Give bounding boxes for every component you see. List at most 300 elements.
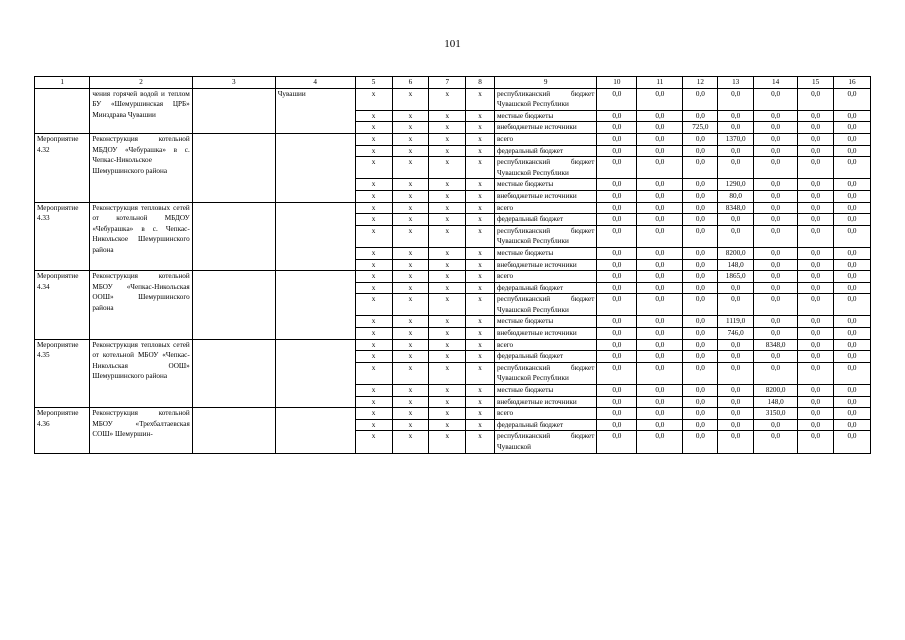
amount-cell: 0,0 — [637, 133, 683, 145]
code-mark: х — [355, 419, 392, 431]
code-mark: х — [466, 408, 495, 420]
code-mark: х — [466, 110, 495, 122]
code-mark: х — [355, 282, 392, 294]
code-mark: х — [355, 328, 392, 340]
column-header: 2 — [90, 77, 192, 89]
code-mark: х — [355, 133, 392, 145]
amount-cell: 0,0 — [637, 225, 683, 247]
code-mark: х — [429, 362, 466, 384]
amount-cell: 0,0 — [683, 133, 718, 145]
code-mark: х — [355, 190, 392, 202]
executor-cell — [192, 133, 275, 202]
amount-cell: 0,0 — [833, 157, 870, 179]
amount-cell: 0,0 — [683, 431, 718, 453]
code-mark: х — [429, 294, 466, 316]
amount-cell: 0,0 — [597, 396, 637, 408]
code-mark: х — [392, 408, 429, 420]
amount-cell: 0,0 — [718, 339, 754, 351]
amount-cell: 0,0 — [718, 282, 754, 294]
funding-source: федеральный бюджет — [494, 214, 596, 226]
column-header: 10 — [597, 77, 637, 89]
executor-cell — [192, 271, 275, 340]
code-mark: х — [392, 110, 429, 122]
amount-cell: 0,0 — [637, 316, 683, 328]
code-mark: х — [466, 259, 495, 271]
code-mark: х — [429, 339, 466, 351]
funding-source: федеральный бюджет — [494, 419, 596, 431]
amount-cell: 8348,0 — [718, 202, 754, 214]
amount-cell: 0,0 — [637, 351, 683, 363]
column-header: 7 — [429, 77, 466, 89]
table-body — [35, 88, 871, 453]
funding-source: местные бюджеты — [494, 179, 596, 191]
amount-cell: 725,0 — [683, 122, 718, 134]
amount-cell: 8348,0 — [754, 339, 798, 351]
amount-cell: 0,0 — [597, 179, 637, 191]
amount-cell: 0,0 — [833, 328, 870, 340]
code-mark: х — [392, 122, 429, 134]
amount-cell: 0,0 — [718, 122, 754, 134]
event-name: Реконструкция тепловых сетей от котельной МБОУ «Чепкас-Никольская ООШ» Шемуршинского района — [90, 339, 192, 408]
amount-cell: 0,0 — [833, 214, 870, 226]
code-mark: х — [429, 133, 466, 145]
funding-source: республиканский бюджет Чувашской Республики — [494, 294, 596, 316]
code-mark: х — [392, 282, 429, 294]
funding-source: внебюджетные источники — [494, 122, 596, 134]
funding-source: местные бюджеты — [494, 110, 596, 122]
code-mark: х — [466, 122, 495, 134]
table-row — [35, 271, 871, 283]
amount-cell: 0,0 — [718, 362, 754, 384]
code-mark: х — [355, 351, 392, 363]
amount-cell: 0,0 — [637, 385, 683, 397]
code-mark: х — [355, 179, 392, 191]
amount-cell: 0,0 — [798, 133, 834, 145]
event-code: Мероприятие 4.33 — [35, 202, 90, 271]
table-row — [35, 339, 871, 351]
amount-cell: 0,0 — [754, 419, 798, 431]
amount-cell: 0,0 — [637, 214, 683, 226]
amount-cell: 0,0 — [597, 157, 637, 179]
code-mark: х — [466, 247, 495, 259]
code-mark: х — [429, 214, 466, 226]
code-mark: х — [466, 282, 495, 294]
amount-cell: 0,0 — [597, 214, 637, 226]
column-header: 16 — [833, 77, 870, 89]
amount-cell: 0,0 — [597, 225, 637, 247]
amount-cell: 0,0 — [718, 145, 754, 157]
amount-cell: 0,0 — [754, 282, 798, 294]
code-mark: х — [466, 351, 495, 363]
code-mark: х — [466, 145, 495, 157]
amount-cell: 0,0 — [597, 145, 637, 157]
amount-cell: 746,0 — [718, 328, 754, 340]
code-mark: х — [429, 316, 466, 328]
event-code: Мероприятие 4.35 — [35, 339, 90, 408]
amount-cell: 0,0 — [637, 294, 683, 316]
funding-source: местные бюджеты — [494, 247, 596, 259]
funding-source: федеральный бюджет — [494, 282, 596, 294]
amount-cell: 0,0 — [833, 351, 870, 363]
amount-cell: 0,0 — [637, 122, 683, 134]
amount-cell: 0,0 — [637, 259, 683, 271]
code-mark: х — [429, 396, 466, 408]
amount-cell: 0,0 — [718, 157, 754, 179]
amount-cell: 0,0 — [597, 408, 637, 420]
amount-cell: 0,0 — [637, 179, 683, 191]
amount-cell: 0,0 — [833, 339, 870, 351]
amount-cell: 0,0 — [798, 88, 834, 110]
funding-source: всего — [494, 133, 596, 145]
amount-cell: 0,0 — [597, 190, 637, 202]
amount-cell: 0,0 — [833, 431, 870, 453]
table-row — [35, 133, 871, 145]
amount-cell: 8200,0 — [718, 247, 754, 259]
code-cell — [275, 133, 355, 202]
amount-cell: 0,0 — [597, 294, 637, 316]
amount-cell: 0,0 — [833, 271, 870, 283]
column-header: 5 — [355, 77, 392, 89]
amount-cell: 0,0 — [683, 385, 718, 397]
funding-source: республиканский бюджет Чувашской Республики — [494, 362, 596, 384]
amount-cell: 0,0 — [754, 88, 798, 110]
column-header: 13 — [718, 77, 754, 89]
amount-cell: 0,0 — [798, 202, 834, 214]
code-mark: х — [429, 145, 466, 157]
code-mark: х — [466, 190, 495, 202]
amount-cell: 0,0 — [637, 431, 683, 453]
code-mark: х — [392, 339, 429, 351]
amount-cell: 0,0 — [637, 247, 683, 259]
code-mark: х — [392, 259, 429, 271]
amount-cell: 0,0 — [718, 294, 754, 316]
code-mark: х — [355, 385, 392, 397]
column-header: 12 — [683, 77, 718, 89]
code-mark: х — [392, 396, 429, 408]
amount-cell: 0,0 — [597, 339, 637, 351]
amount-cell: 0,0 — [683, 271, 718, 283]
amount-cell: 0,0 — [833, 202, 870, 214]
amount-cell: 0,0 — [718, 385, 754, 397]
code-mark: х — [392, 294, 429, 316]
amount-cell: 0,0 — [683, 362, 718, 384]
code-mark: х — [466, 157, 495, 179]
code-mark: х — [466, 88, 495, 110]
amount-cell: 0,0 — [798, 362, 834, 384]
code-mark: х — [429, 110, 466, 122]
code-cell — [275, 408, 355, 453]
amount-cell: 0,0 — [683, 145, 718, 157]
code-mark: х — [429, 179, 466, 191]
amount-cell: 1865,0 — [718, 271, 754, 283]
amount-cell: 148,0 — [718, 259, 754, 271]
amount-cell: 0,0 — [754, 122, 798, 134]
amount-cell: 0,0 — [637, 282, 683, 294]
code-mark: х — [392, 190, 429, 202]
table-row — [35, 88, 871, 110]
amount-cell: 0,0 — [798, 259, 834, 271]
amount-cell: 0,0 — [683, 202, 718, 214]
funding-source: внебюджетные источники — [494, 190, 596, 202]
amount-cell: 0,0 — [597, 328, 637, 340]
amount-cell: 0,0 — [718, 408, 754, 420]
amount-cell: 0,0 — [597, 431, 637, 453]
funding-source: республиканский бюджет Чувашской Республики — [494, 225, 596, 247]
code-mark: х — [429, 282, 466, 294]
code-cell — [275, 202, 355, 271]
amount-cell: 0,0 — [597, 133, 637, 145]
funding-source: местные бюджеты — [494, 385, 596, 397]
amount-cell: 0,0 — [798, 225, 834, 247]
event-code: Мероприятие 4.36 — [35, 408, 90, 453]
funding-source: внебюджетные источники — [494, 396, 596, 408]
amount-cell: 0,0 — [683, 294, 718, 316]
code-mark: х — [355, 294, 392, 316]
code-mark: х — [355, 408, 392, 420]
amount-cell: 0,0 — [798, 214, 834, 226]
code-mark: х — [355, 339, 392, 351]
amount-cell: 0,0 — [798, 351, 834, 363]
code-mark: х — [429, 259, 466, 271]
amount-cell: 0,0 — [683, 247, 718, 259]
code-mark: х — [392, 225, 429, 247]
amount-cell: 0,0 — [754, 431, 798, 453]
code-mark: х — [429, 328, 466, 340]
code-mark: х — [466, 362, 495, 384]
amount-cell: 0,0 — [637, 419, 683, 431]
amount-cell: 0,0 — [597, 202, 637, 214]
amount-cell: 0,0 — [718, 214, 754, 226]
amount-cell: 0,0 — [798, 408, 834, 420]
amount-cell: 0,0 — [637, 145, 683, 157]
code-mark: х — [392, 271, 429, 283]
amount-cell: 0,0 — [718, 225, 754, 247]
code-mark: х — [392, 351, 429, 363]
amount-cell: 0,0 — [833, 110, 870, 122]
code-mark: х — [466, 396, 495, 408]
amount-cell: 0,0 — [718, 419, 754, 431]
code-mark: х — [429, 419, 466, 431]
amount-cell: 0,0 — [683, 88, 718, 110]
amount-cell: 0,0 — [718, 431, 754, 453]
code-mark: х — [355, 431, 392, 453]
amount-cell: 0,0 — [754, 362, 798, 384]
amount-cell: 0,0 — [683, 259, 718, 271]
code-mark: х — [429, 202, 466, 214]
amount-cell: 0,0 — [637, 190, 683, 202]
amount-cell: 0,0 — [798, 110, 834, 122]
code-mark: х — [429, 408, 466, 420]
event-name: Реконструкция котельной МБОУ «Трехбалтаевская СОШ» Шемуршин- — [90, 408, 192, 453]
code-mark: х — [355, 214, 392, 226]
column-header: 9 — [494, 77, 596, 89]
code-mark: х — [429, 351, 466, 363]
amount-cell: 0,0 — [637, 328, 683, 340]
budget-table — [34, 76, 871, 454]
funding-source: местные бюджеты — [494, 316, 596, 328]
code-mark: х — [355, 271, 392, 283]
amount-cell: 0,0 — [718, 396, 754, 408]
event-code: Мероприятие 4.32 — [35, 133, 90, 202]
amount-cell: 0,0 — [597, 88, 637, 110]
amount-cell: 0,0 — [833, 408, 870, 420]
amount-cell: 0,0 — [798, 247, 834, 259]
amount-cell: 0,0 — [754, 179, 798, 191]
amount-cell: 0,0 — [597, 385, 637, 397]
code-mark: х — [429, 385, 466, 397]
amount-cell: 0,0 — [597, 282, 637, 294]
code-mark: х — [466, 294, 495, 316]
code-mark: х — [355, 122, 392, 134]
amount-cell: 0,0 — [833, 259, 870, 271]
event-name: Реконструкция котельной МБОУ «Чепкас-Никольская ООШ» Шемуршинского района — [90, 271, 192, 340]
amount-cell: 0,0 — [833, 133, 870, 145]
amount-cell: 0,0 — [833, 316, 870, 328]
amount-cell: 0,0 — [798, 282, 834, 294]
funding-source: федеральный бюджет — [494, 145, 596, 157]
amount-cell: 0,0 — [637, 362, 683, 384]
amount-cell: 0,0 — [754, 294, 798, 316]
amount-cell: 0,0 — [798, 145, 834, 157]
amount-cell: 0,0 — [798, 396, 834, 408]
amount-cell: 0,0 — [718, 110, 754, 122]
amount-cell: 148,0 — [754, 396, 798, 408]
amount-cell: 0,0 — [833, 419, 870, 431]
event-name: Реконструкция тепловых сетей от котельной МБДОУ «Чебурашка» в с. Чепкас-Никольское Шемуршинского района — [90, 202, 192, 271]
amount-cell: 0,0 — [754, 190, 798, 202]
code-mark: х — [466, 179, 495, 191]
amount-cell: 0,0 — [637, 408, 683, 420]
amount-cell: 0,0 — [597, 110, 637, 122]
column-header: 3 — [192, 77, 275, 89]
funding-source: всего — [494, 202, 596, 214]
funding-source: внебюджетные источники — [494, 328, 596, 340]
amount-cell: 0,0 — [754, 328, 798, 340]
table-row — [35, 408, 871, 420]
amount-cell: 0,0 — [833, 190, 870, 202]
funding-source: федеральный бюджет — [494, 351, 596, 363]
amount-cell: 0,0 — [683, 339, 718, 351]
amount-cell: 8200,0 — [754, 385, 798, 397]
amount-cell: 0,0 — [754, 225, 798, 247]
code-mark: х — [466, 202, 495, 214]
amount-cell: 0,0 — [833, 122, 870, 134]
amount-cell: 0,0 — [833, 385, 870, 397]
amount-cell: 0,0 — [798, 328, 834, 340]
code-mark: х — [392, 145, 429, 157]
code-mark: х — [355, 202, 392, 214]
code-mark: х — [392, 88, 429, 110]
amount-cell: 0,0 — [754, 157, 798, 179]
amount-cell: 0,0 — [754, 351, 798, 363]
code-mark: х — [429, 88, 466, 110]
column-header: 14 — [754, 77, 798, 89]
amount-cell: 0,0 — [798, 122, 834, 134]
amount-cell: 0,0 — [597, 419, 637, 431]
column-header: 8 — [466, 77, 495, 89]
amount-cell: 0,0 — [683, 110, 718, 122]
amount-cell: 0,0 — [637, 271, 683, 283]
amount-cell: 0,0 — [833, 179, 870, 191]
column-header: 11 — [637, 77, 683, 89]
amount-cell: 0,0 — [637, 396, 683, 408]
amount-cell: 0,0 — [683, 157, 718, 179]
code-cell — [275, 271, 355, 340]
amount-cell: 0,0 — [798, 385, 834, 397]
code-mark: х — [392, 157, 429, 179]
code-mark: х — [392, 316, 429, 328]
amount-cell: 1370,0 — [718, 133, 754, 145]
amount-cell: 0,0 — [683, 328, 718, 340]
amount-cell: 0,0 — [833, 362, 870, 384]
amount-cell: 0,0 — [683, 351, 718, 363]
amount-cell: 0,0 — [798, 339, 834, 351]
column-header: 6 — [392, 77, 429, 89]
column-header: 4 — [275, 77, 355, 89]
code-mark: х — [392, 328, 429, 340]
funding-source: республиканский бюджет Чувашской Республики — [494, 88, 596, 110]
amount-cell: 0,0 — [683, 408, 718, 420]
amount-cell: 3150,0 — [754, 408, 798, 420]
code-mark: х — [355, 316, 392, 328]
column-header: 15 — [798, 77, 834, 89]
code-mark: х — [392, 362, 429, 384]
code-mark: х — [466, 339, 495, 351]
amount-cell: 0,0 — [683, 214, 718, 226]
code-mark: х — [392, 431, 429, 453]
code-mark: х — [429, 225, 466, 247]
amount-cell: 0,0 — [798, 431, 834, 453]
amount-cell: 0,0 — [597, 259, 637, 271]
amount-cell: 0,0 — [754, 110, 798, 122]
amount-cell: 0,0 — [718, 88, 754, 110]
amount-cell: 0,0 — [833, 294, 870, 316]
code-mark: х — [392, 133, 429, 145]
amount-cell: 0,0 — [683, 190, 718, 202]
code-mark: х — [355, 110, 392, 122]
code-mark: х — [355, 362, 392, 384]
code-mark: х — [429, 122, 466, 134]
funding-source: республиканский бюджет Чувашской Республики — [494, 157, 596, 179]
amount-cell: 0,0 — [683, 419, 718, 431]
column-header: 1 — [35, 77, 90, 89]
code-mark: х — [466, 225, 495, 247]
amount-cell: 0,0 — [683, 282, 718, 294]
amount-cell: 0,0 — [597, 247, 637, 259]
funding-source: республиканский бюджет Чувашской — [494, 431, 596, 453]
amount-cell: 0,0 — [798, 271, 834, 283]
code-mark: х — [429, 190, 466, 202]
amount-cell: 0,0 — [833, 282, 870, 294]
amount-cell: 0,0 — [798, 179, 834, 191]
funding-source: всего — [494, 408, 596, 420]
amount-cell: 0,0 — [597, 362, 637, 384]
amount-cell: 0,0 — [754, 247, 798, 259]
code-mark: х — [392, 385, 429, 397]
amount-cell: 0,0 — [798, 190, 834, 202]
amount-cell: 0,0 — [637, 202, 683, 214]
amount-cell: 0,0 — [798, 316, 834, 328]
amount-cell: 0,0 — [833, 145, 870, 157]
event-code: Мероприятие 4.34 — [35, 271, 90, 340]
amount-cell: 0,0 — [798, 294, 834, 316]
amount-cell: 0,0 — [683, 179, 718, 191]
code-mark: х — [466, 133, 495, 145]
amount-cell: 0,0 — [637, 157, 683, 179]
code-mark: х — [392, 419, 429, 431]
amount-cell: 0,0 — [683, 396, 718, 408]
amount-cell: 0,0 — [718, 351, 754, 363]
